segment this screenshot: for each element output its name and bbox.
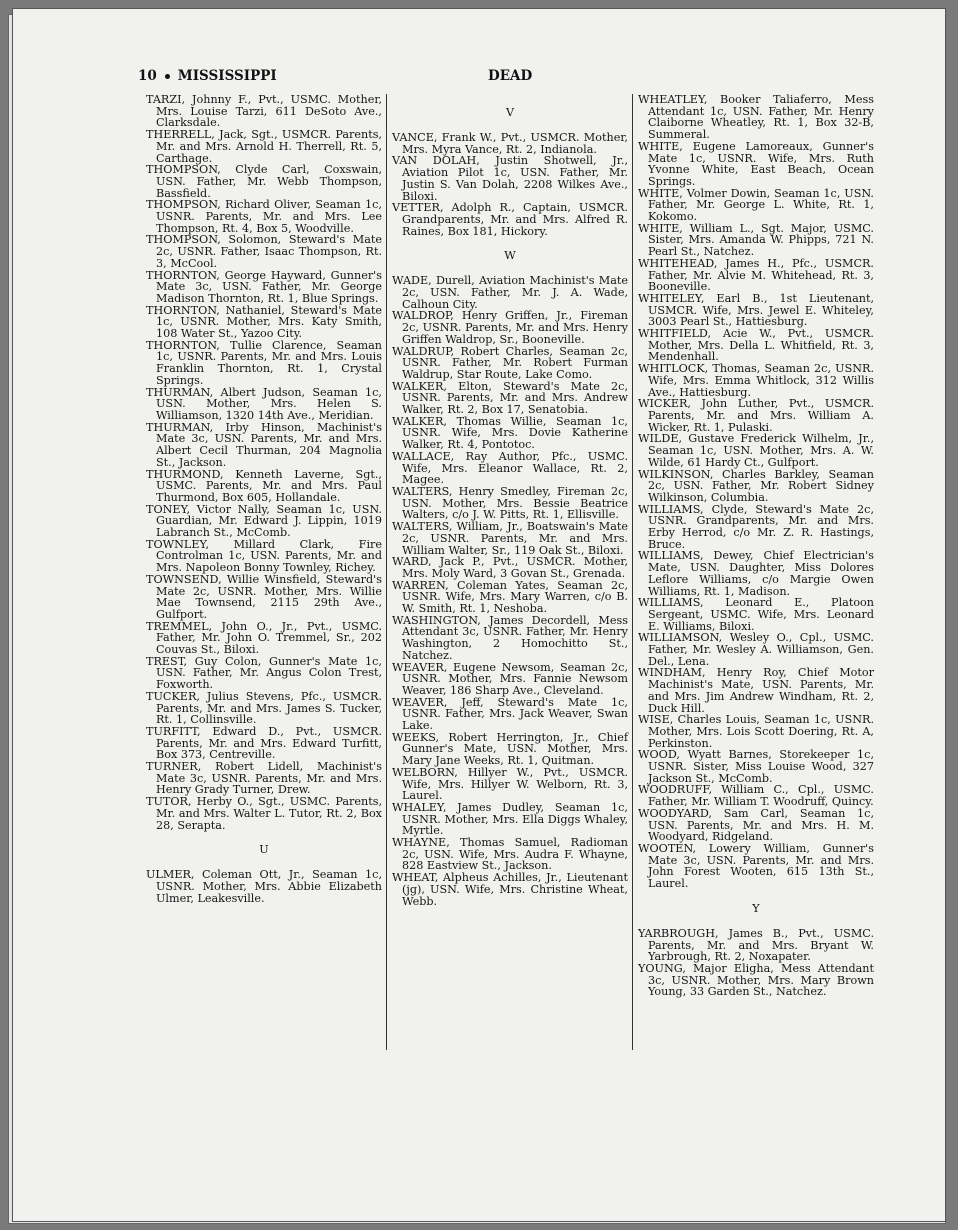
letter-section-heading <box>392 237 628 275</box>
casualty-entry: WEAVER, Eugene Newsom, Seaman 2c, USNR. Mother, Mrs. Fannie Newsom Weaver, 186 Sharp Ave., Cleveland. <box>392 660 628 697</box>
casualty-entry: WHITELEY, Earl B., 1st Lieutenant, USMCR. Wife, Mrs. Jewel E. Whiteley, 3003 Pearl St., Hattiesburg. <box>638 291 874 329</box>
casualty-entry: WALLACE, Ray Author, Pfc., USMC. Wife, Mrs. Eleanor Wallace, Rt. 2, Magee. <box>392 449 628 487</box>
casualty-entry: WILLIAMS, Dewey, Chief Electrician's Mate, USN. Daughter, Miss Dolores Leflore Williams, c/o Margie Owen Williams, Rt. 1, Madison. <box>638 549 874 598</box>
casualty-entry: TUCKER, Julius Stevens, Pfc., USMCR. Parents, Mr. and Mrs. James S. Tucker, Rt. 1, Collinsville. <box>146 689 382 727</box>
casualty-entry: WASHINGTON, James Decordell, Mess Attendant 3c, USNR. Father, Mr. Henry Washington, 2 Homochitto St., Natchez. <box>392 613 628 662</box>
casualty-entry: WOOTEN, Lowery William, Gunner's Mate 3c, USN. Parents, Mr. and Mrs. John Forest Wooten, 615 13th St., Laurel. <box>638 842 874 891</box>
column-divider-2 <box>632 94 633 1050</box>
column-3 <box>638 94 874 998</box>
casualty-entry: WHAYNE, Thomas Samuel, Radioman 2c, USN. Wife, Mrs. Audra F. Whayne, 828 Eastview St., Jackson. <box>392 836 628 873</box>
casualty-entry: THORNTON, Tullie Clarence, Seaman 1c, USNR. Parents, Mr. and Mrs. Louis Franklin Thornton, Rt. 1, Crystal Springs. <box>146 338 382 387</box>
section-letter: U <box>259 843 269 857</box>
casualty-entry: WISE, Charles Louis, Seaman 1c, USNR. Mother, Mrs. Lois Scott Doering, Rt. A, Perkinston. <box>638 713 874 750</box>
section-letter: W <box>504 249 516 263</box>
letter-section-heading <box>146 831 382 869</box>
casualty-entry: WILLIAMSON, Wesley O., Cpl., USMC. Father, Mr. Wesley A. Williamson, Gen. Del., Lena. <box>638 631 874 668</box>
casualty-entry: WEEKS, Robert Herrington, Jr., Chief Gunner's Mate, USN. Mother, Mrs. Mary Jane Weeks, Rt. 1, Quitman. <box>392 730 628 768</box>
section-letter: V <box>505 106 515 120</box>
casualty-entry: WHITLOCK, Thomas, Seaman 2c, USNR. Wife, Mrs. Emma Whitlock, 312 Willis Ave., Hattiesburg. <box>638 362 874 399</box>
casualty-entry: WALKER, Thomas Willie, Seaman 1c, USNR. Wife, Mrs. Dovie Katherine Walker, Rt. 4, Pontotoc. <box>392 414 628 452</box>
casualty-entry: WICKER, John Luther, Pvt., USMCR. Parents, Mr. and Mrs. William A. Wicker, Rt. 1, Pulaski. <box>638 397 874 434</box>
casualty-entry: WADE, Durell, Aviation Machinist's Mate 2c, USN. Father, Mr. J. A. Wade, Calhoun City. <box>392 274 628 311</box>
letter-section-heading <box>638 890 874 928</box>
casualty-entry: VETTER, Adolph R., Captain, USMCR. Grandparents, Mr. and Mrs. Alfred R. Raines, Box 181, Hickory. <box>392 201 628 238</box>
casualty-entry: TUTOR, Herby O., Sgt., USMC. Parents, Mr. and Mrs. Walter L. Tutor, Rt. 2, Box 28, Serapta. <box>146 795 382 832</box>
casualty-entry: WALTERS, William, Jr., Boatswain's Mate 2c, USNR. Parents, Mr. and Mrs. William Walter, Sr., 119 Oak St., Biloxi. <box>392 520 628 557</box>
casualty-entry: WILDE, Gustave Frederick Wilhelm, Jr., Seaman 1c, USN. Mother, Mrs. A. W. Wilde, 61 Hardy Ct., Gulfport. <box>638 432 874 469</box>
casualty-entry: THOMPSON, Clyde Carl, Coxswain, USN. Father, Mr. Webb Thompson, Bassfield. <box>146 163 382 200</box>
casualty-entry: WHITE, Volmer Dowin, Seaman 1c, USN. Father, Mr. George L. White, Rt. 1, Kokomo. <box>638 186 874 224</box>
state-name: MISSISSIPPI <box>177 68 277 84</box>
casualty-entry: WHITE, Eugene Lamoreaux, Gunner's Mate 1c, USNR. Wife, Mrs. Ruth Yvonne White, East Beach, Ocean Springs. <box>638 139 874 188</box>
casualty-entry: WHEATLEY, Booker Taliaferro, Mess Attendant 1c, USN. Father, Mr. Henry Claiborne Wheatley, Rt. 1, Box 32-B, Summeral. <box>638 93 874 142</box>
page-number: 10 <box>138 68 157 84</box>
bullet-icon <box>165 74 170 79</box>
casualty-entry: TREMMEL, John O., Jr., Pvt., USMC. Father, Mr. John O. Tremmel, Sr., 202 Couvas St., Biloxi. <box>146 619 382 657</box>
casualty-entry: VANCE, Frank W., Pvt., USMCR. Mother, Mrs. Myra Vance, Rt. 2, Indianola. <box>392 131 628 156</box>
casualty-entry: TOWNLEY, Millard Clark, Fire Controlman 1c, USN. Parents, Mr. and Mrs. Napoleon Bonny Townley, Richey. <box>146 537 382 575</box>
casualty-entry: THORNTON, George Hayward, Gunner's Mate 3c, USN. Father, Mr. George Madison Thornton, Rt. 1, Blue Springs. <box>146 268 382 305</box>
casualty-entry: WILLIAMS, Clyde, Steward's Mate 2c, USNR. Grandparents, Mr. and Mrs. Erby Herrod, c/o Mr. Z. R. Hastings, Bruce. <box>638 502 874 551</box>
column-divider-1 <box>386 94 387 1050</box>
casualty-entry: WALTERS, Henry Smedley, Fireman 2c, USN. Mother, Mrs. Bessie Beatrice Walters, c/o J. W. Pitts, Rt. 1, Ellisville. <box>392 484 628 522</box>
casualty-entry: WELBORN, Hillyer W., Pvt., USMCR. Wife, Mrs. Hillyer W. Welborn, Rt. 3, Laurel. <box>392 765 628 803</box>
casualty-entry: YARBROUGH, James B., Pvt., USMC. Parents, Mr. and Mrs. Bryant W. Yarbrough, Rt. 2, Noxapater. <box>638 926 874 964</box>
casualty-entry: VAN DOLAH, Justin Shotwell, Jr., Aviation Pilot 1c, USN. Father, Mr. Justin S. Van Dolah, 2208 Wilkes Ave., Biloxi. <box>392 154 628 203</box>
casualty-entry: THURMAN, Irby Hinson, Machinist's Mate 3c, USN. Parents, Mr. and Mrs. Albert Cecil Thurman, 204 Magnolia St., Jackson. <box>146 420 382 469</box>
casualty-entry: WARD, Jack P., Pvt., USMCR. Mother, Mrs. Moly Ward, 3 Govan St., Grenada. <box>392 555 628 580</box>
casualty-entry: TONEY, Victor Nally, Seaman 1c, USN. Guardian, Mr. Edward J. Lippin, 1019 Labranch St., McComb. <box>146 502 382 540</box>
casualty-entry: YOUNG, Major Eligha, Mess Attendant 3c, USNR. Mother, Mrs. Mary Brown Young, 33 Garden St., Natchez. <box>638 961 874 999</box>
casualty-entry: WHITE, William L., Sgt. Major, USMC. Sister, Mrs. Amanda W. Phipps, 721 N. Pearl St., Natchez. <box>638 221 874 259</box>
casualty-entry: WILLIAMS, Leonard E., Platoon Sergeant, USMC. Wife, Mrs. Leonard E. Williams, Biloxi. <box>638 596 874 633</box>
casualty-entry: TOWNSEND, Willie Winsfield, Steward's Mate 2c, USNR. Mother, Mrs. Willie Mae Townsend, 2115 29th Ave., Gulfport. <box>146 572 382 621</box>
casualty-entry: WALDROP, Henry Griffen, Jr., Fireman 2c, USNR. Parents, Mr. and Mrs. Henry Griffen Waldrop, Sr., Booneville. <box>392 309 628 346</box>
casualty-entry: WALDRUP, Robert Charles, Seaman 2c, USNR. Father, Mr. Robert Furman Waldrup, Star Route, Lake Como. <box>392 344 628 381</box>
column-1 <box>146 94 382 904</box>
casualty-entry: THERRELL, Jack, Sgt., USMCR. Parents, Mr. and Mrs. Arnold H. Therrell, Rt. 5, Carthage. <box>146 128 382 165</box>
section-title: DEAD <box>488 68 533 84</box>
casualty-entry: WEAVER, Jeff, Steward's Mate 1c, USNR. Father, Mrs. Jack Weaver, Swan Lake. <box>392 695 628 733</box>
casualty-entry: THURMAN, Albert Judson, Seaman 1c, USN. Mother, Mrs. Helen S. Williamson, 1320 14th Ave., Meridian. <box>146 385 382 422</box>
casualty-entry: WINDHAM, Henry Roy, Chief Motor Machinist's Mate, USN. Parents, Mr. and Mrs. Jim Andrew Windham, Rt. 2, Duck Hill. <box>638 666 874 715</box>
casualty-entry: WHEAT, Alpheus Achilles, Jr., Lieutenant (jg), USN. Wife, Mrs. Christine Wheat, Webb. <box>392 871 628 908</box>
header-left <box>138 68 277 84</box>
column-2 <box>392 94 628 907</box>
casualty-entry: THURMOND, Kenneth Laverne, Sgt., USMC. Parents, Mr. and Mrs. Paul Thurmond, Box 605, Hollandale. <box>146 467 382 504</box>
casualty-entry: WARREN, Coleman Yates, Seaman 2c, USNR. Wife, Mrs. Mary Warren, c/o B. W. Smith, Rt. 1, Neshoba. <box>392 578 628 616</box>
casualty-entry: WHITFIELD, Acie W., Pvt., USMCR. Mother, Mrs. Della L. Whitfield, Rt. 3, Mendenhall. <box>638 327 874 364</box>
casualty-entry: WILKINSON, Charles Barkley, Seaman 2c, USN. Father, Mr. Robert Sidney Wilkinson, Columbia. <box>638 467 874 504</box>
casualty-entry: WOODRUFF, William C., Cpl., USMC. Father, Mr. William T. Woodruff, Quincy. <box>638 783 874 809</box>
casualty-entry: TREST, Guy Colon, Gunner's Mate 1c, USN. Father, Mr. Angus Colon Trest, Foxworth. <box>146 654 382 692</box>
page-header <box>138 68 868 88</box>
casualty-entry: TURNER, Robert Lidell, Machinist's Mate 3c, USNR. Parents, Mr. and Mrs. Henry Grady Turner, Drew. <box>146 760 382 797</box>
section-letter: Y <box>752 901 760 915</box>
casualty-entry: WOOD, Wyatt Barnes, Storekeeper 1c, USNR. Sister, Miss Louise Wood, 327 Jackson St., McComb. <box>638 748 874 785</box>
casualty-entry: WOODYARD, Sam Carl, Seaman 1c, USN. Parents, Mr. and Mrs. H. M. Woodyard, Ridgeland. <box>638 806 874 844</box>
casualty-entry: THORNTON, Nathaniel, Steward's Mate 1c, USNR. Mother, Mrs. Katy Smith, 108 Water St., Yazoo City. <box>146 303 382 341</box>
casualty-entry: WALKER, Elton, Steward's Mate 2c, USNR. Parents, Mr. and Mrs. Andrew Walker, Rt. 2, Box 17, Senatobia. <box>392 379 628 417</box>
casualty-entry: WHALEY, James Dudley, Seaman 1c, USNR. Mother, Mrs. Ella Diggs Whaley, Myrtle. <box>392 800 628 838</box>
casualty-entry: THOMPSON, Richard Oliver, Seaman 1c, USNR. Parents, Mr. and Mrs. Lee Thompson, Rt. 4, Box 5, Woodville. <box>146 198 382 235</box>
casualty-entry: TARZI, Johnny F., Pvt., USMC. Mother, Mrs. Louise Tarzi, 611 DeSoto Ave., Clarksdale. <box>146 93 382 130</box>
casualty-entry: TURFITT, Edward D., Pvt., USMCR. Parents, Mr. and Mrs. Edward Turfitt, Box 373, Centreville. <box>146 724 382 762</box>
letter-section-heading <box>392 94 628 132</box>
casualty-entry: THOMPSON, Solomon, Steward's Mate 2c, USNR. Father, Isaac Thompson, Rt. 3, McCool. <box>146 233 382 270</box>
casualty-entry: WHITEHEAD, James H., Pfc., USMCR. Father, Mr. Alvie M. Whitehead, Rt. 3, Booneville. <box>638 256 874 294</box>
casualty-entry: ULMER, Coleman Ott, Jr., Seaman 1c, USNR. Mother, Mrs. Abbie Elizabeth Ulmer, Leakesville. <box>146 868 382 905</box>
